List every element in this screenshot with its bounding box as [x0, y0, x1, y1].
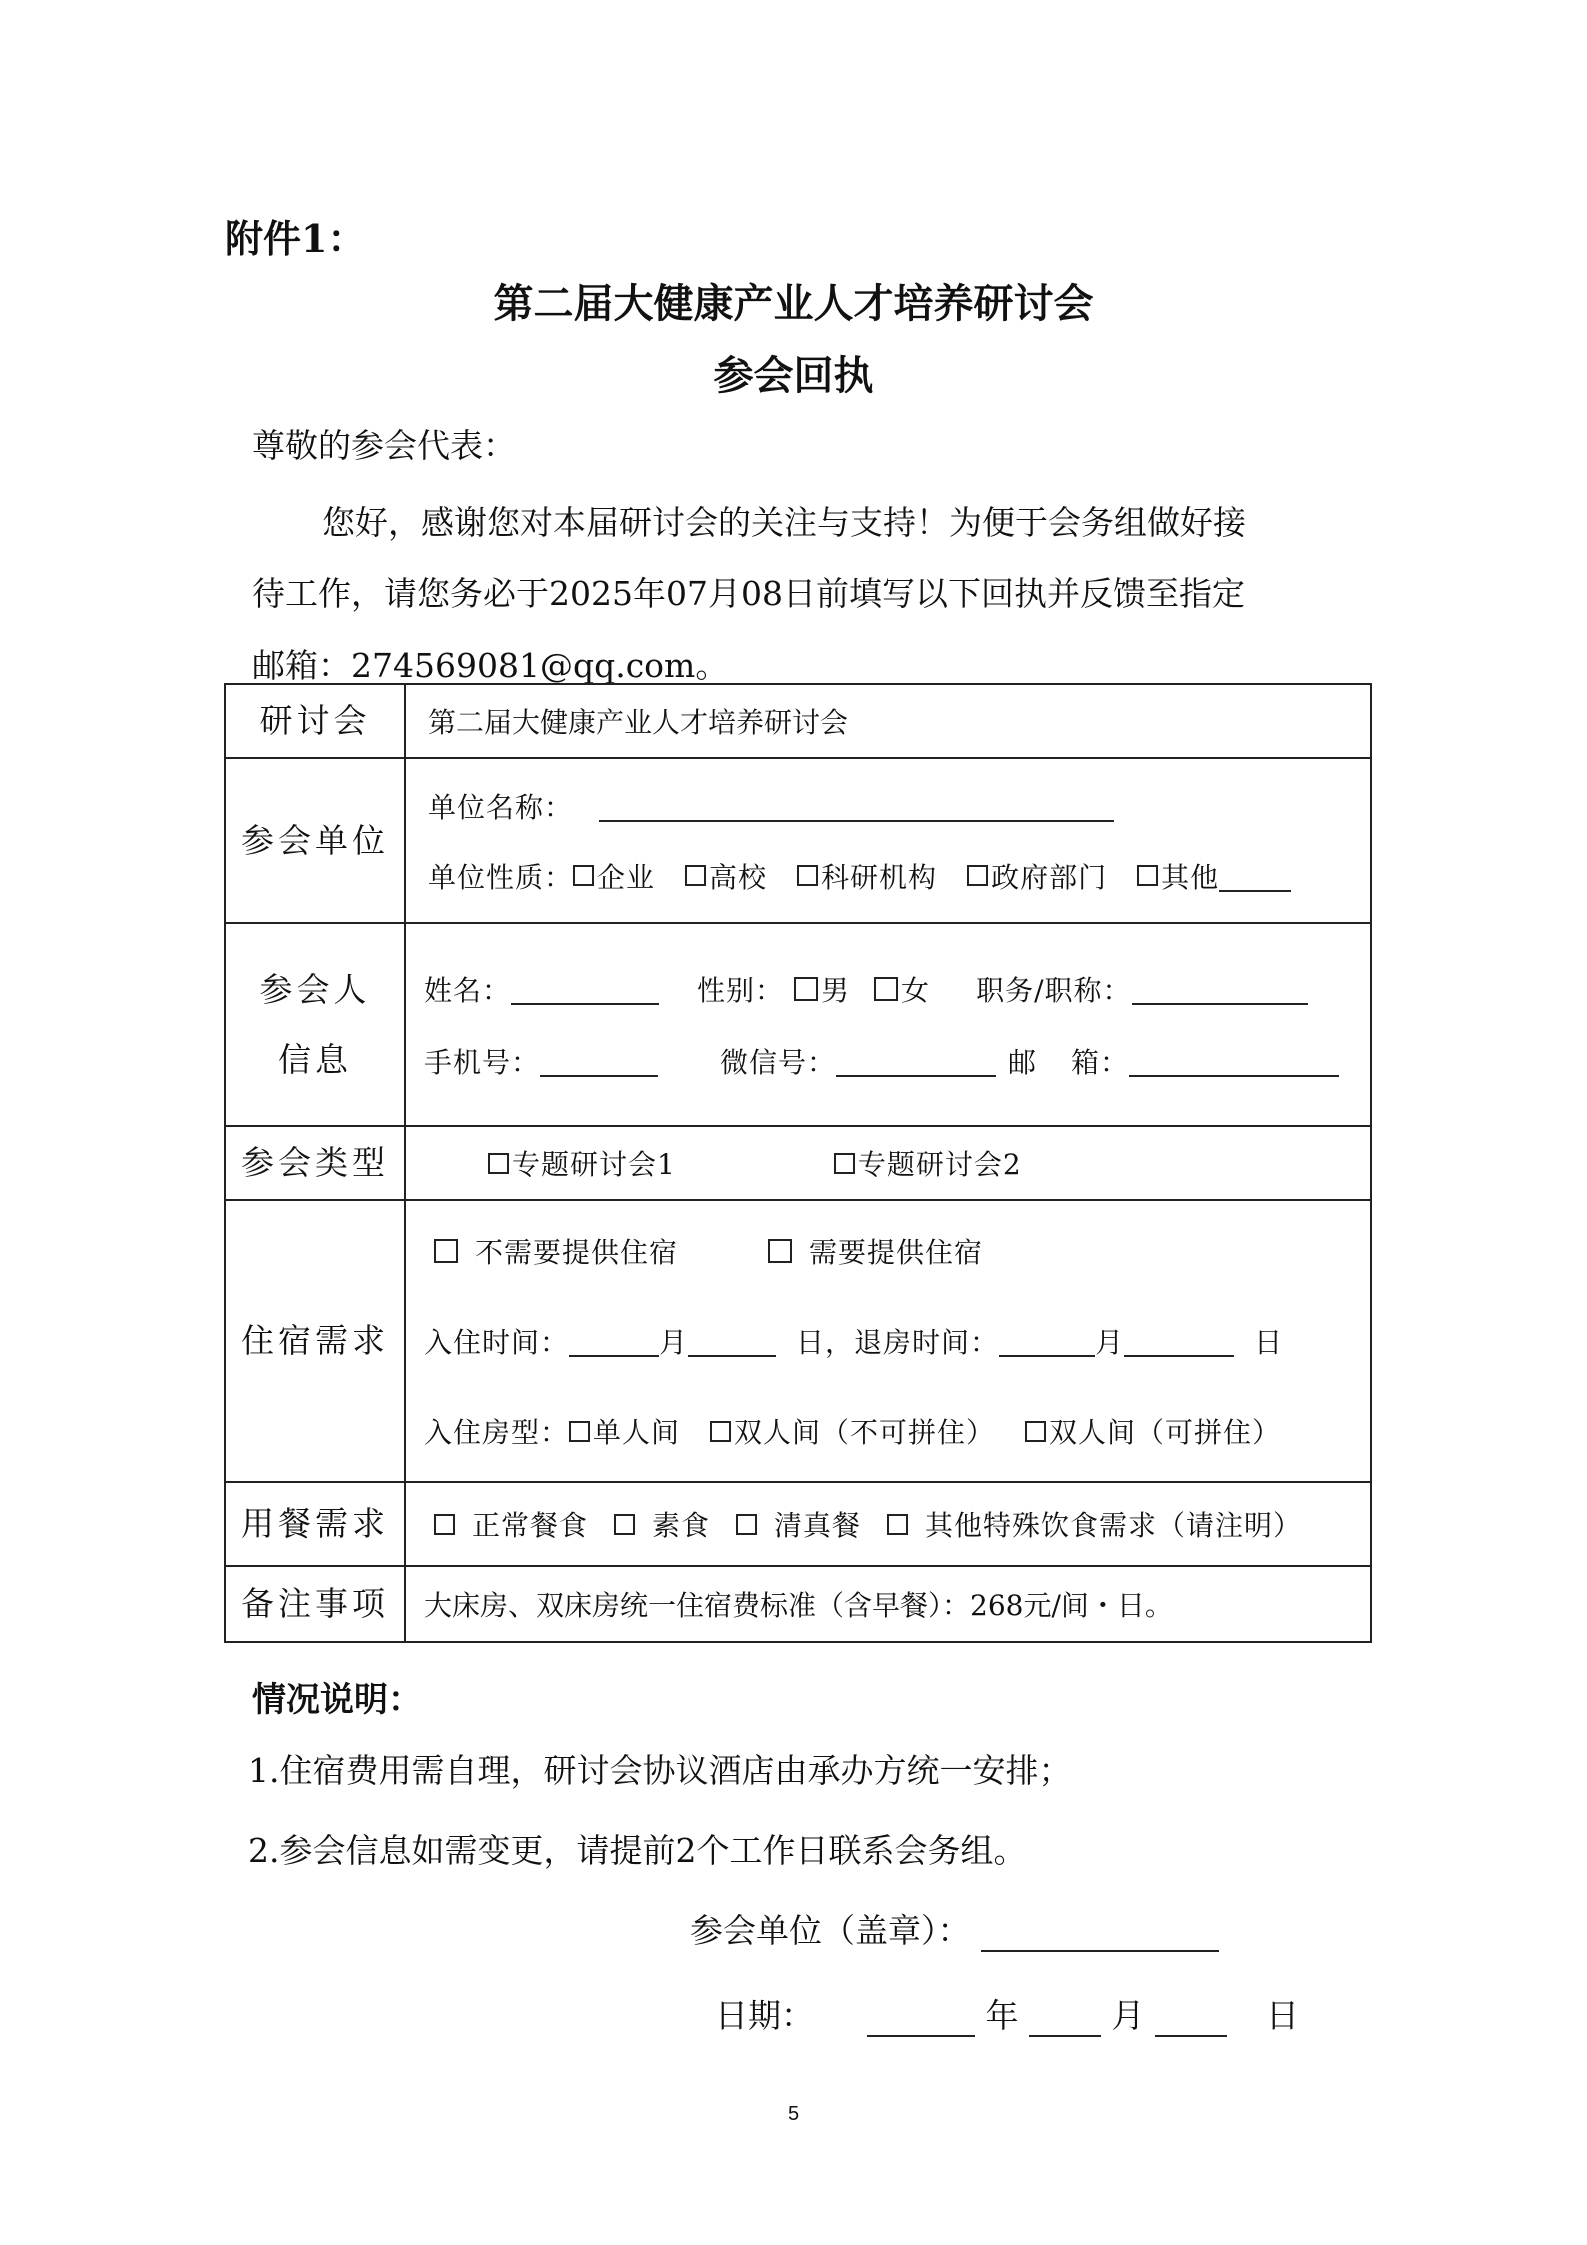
option-university: 高校: [709, 860, 768, 894]
option-special-diet: 其他特殊饮食需求（请注明）: [925, 1509, 1303, 1542]
date-day-field[interactable]: [1155, 2005, 1227, 2037]
checkin-day-field[interactable]: [688, 1325, 776, 1357]
intro-line-3: 邮箱：274569081@qq.com。: [252, 646, 729, 685]
seal-field[interactable]: [981, 1920, 1219, 1952]
attendee-cell: [405, 923, 1371, 1126]
checkbox-halal[interactable]: [736, 1514, 757, 1535]
checkbox-government[interactable]: [967, 865, 988, 886]
email-label-b: 箱：: [1071, 1045, 1130, 1079]
option-topic2: 专题研讨会2: [857, 1148, 1022, 1181]
seminar-label: 研讨会: [225, 684, 405, 758]
row-seminar: [225, 684, 1371, 758]
checkout-month-unit: 月: [1095, 1326, 1125, 1359]
lodging-cell: [405, 1200, 1371, 1482]
checkbox-single-room[interactable]: [569, 1421, 590, 1442]
greeting: 尊敬的参会代表：: [252, 426, 516, 465]
unit-name-field[interactable]: [599, 790, 1114, 822]
position-field[interactable]: [1132, 973, 1308, 1005]
remark-label: 备注事项: [225, 1566, 405, 1642]
checkin-month-field[interactable]: [569, 1325, 659, 1357]
remark-cell: [405, 1566, 1371, 1642]
checkbox-normal-meal[interactable]: [434, 1514, 455, 1535]
row-remark: [225, 1566, 1371, 1642]
checkin-month-unit: 月: [659, 1326, 689, 1359]
row-lodging: [225, 1200, 1371, 1482]
checkbox-female[interactable]: [874, 977, 898, 1001]
option-double-share: 双人间（可拼住）: [1049, 1416, 1282, 1449]
row-unit: [225, 758, 1371, 923]
checkbox-no-lodging[interactable]: [434, 1239, 458, 1263]
unit-name-label: 单位名称：: [428, 790, 574, 824]
checkbox-enterprise[interactable]: [573, 865, 594, 886]
remark-value: 大床房、双床房统一住宿费标准（含早餐）：268元/间・日。: [424, 1589, 1173, 1622]
attendee-label-cell: [225, 923, 405, 1126]
checkbox-vegetarian[interactable]: [614, 1514, 635, 1535]
checkout-month-field[interactable]: [999, 1325, 1095, 1357]
meal-cell: [405, 1482, 1371, 1566]
other-unit-field[interactable]: [1219, 860, 1291, 892]
registration-form-table: [224, 683, 1372, 1643]
seminar-value: 第二届大健康产业人才培养研讨会: [428, 706, 849, 739]
checkbox-need-lodging[interactable]: [768, 1239, 792, 1263]
option-normal-meal: 正常餐食: [472, 1509, 589, 1542]
checkbox-special-diet[interactable]: [887, 1514, 908, 1535]
date-month-field[interactable]: [1029, 2005, 1101, 2037]
option-other: 其他: [1161, 860, 1220, 894]
checkbox-university[interactable]: [685, 865, 706, 886]
checkin-day-unit: 日，: [796, 1326, 855, 1359]
checkbox-topic1[interactable]: [488, 1153, 509, 1174]
row-type: [225, 1126, 1371, 1200]
phone-field[interactable]: [540, 1045, 658, 1077]
name-label: 姓名：: [424, 973, 512, 1007]
option-female: 女: [901, 973, 931, 1007]
option-no-lodging: 不需要提供住宿: [475, 1236, 679, 1269]
unit-label: 参会单位: [225, 758, 405, 923]
option-research: 科研机构: [821, 860, 938, 894]
row-attendee: [225, 923, 1371, 1126]
checkout-day-unit: 日: [1254, 1326, 1284, 1359]
name-field[interactable]: [511, 973, 659, 1005]
seal-label: 参会单位（盖章）：: [690, 1911, 971, 1950]
wechat-label: 微信号：: [720, 1045, 837, 1079]
date-month-unit: 月: [1111, 1996, 1145, 2035]
position-label: 职务/职称：: [976, 973, 1132, 1007]
document-subtitle: 参会回执: [713, 352, 874, 399]
option-double-nonshare: 双人间（不可拼住）: [734, 1416, 996, 1449]
option-government: 政府部门: [991, 860, 1108, 894]
checkout-label: 退房时间：: [854, 1326, 1000, 1359]
checkbox-double-share[interactable]: [1025, 1421, 1046, 1442]
date-line: [715, 1990, 1299, 2037]
phone-label: 手机号：: [424, 1045, 541, 1079]
attendee-label-line1: 参会人: [259, 969, 371, 1009]
date-day-unit: 日: [1266, 1996, 1299, 2035]
date-year-field[interactable]: [867, 2005, 975, 2037]
type-cell: [405, 1126, 1371, 1200]
page-number: 5: [787, 2103, 800, 2125]
option-enterprise: 企业: [597, 860, 656, 894]
document-title: 第二届大健康产业人才培养研讨会: [493, 280, 1094, 327]
meal-label: 用餐需求: [225, 1482, 405, 1566]
option-vegetarian: 素食: [652, 1509, 711, 1542]
email-label-a: 邮: [1008, 1045, 1038, 1079]
option-topic1: 专题研讨会1: [512, 1148, 676, 1181]
option-single-room: 单人间: [593, 1416, 681, 1449]
attendee-label-line2: 信息: [278, 1039, 352, 1079]
checkout-day-field[interactable]: [1124, 1325, 1234, 1357]
type-label: 参会类型: [225, 1126, 405, 1200]
checkbox-male[interactable]: [794, 977, 818, 1001]
wechat-field[interactable]: [836, 1045, 996, 1077]
notes-title: 情况说明：: [252, 1680, 422, 1720]
gender-label: 性别：: [697, 973, 785, 1007]
checkin-label: 入住时间：: [424, 1326, 570, 1359]
option-male: 男: [821, 973, 851, 1007]
checkbox-research[interactable]: [797, 865, 818, 886]
note-1: 1.住宿费用需自理，研讨会协议酒店由承办方统一安排；: [248, 1751, 1072, 1790]
checkbox-topic2[interactable]: [834, 1153, 855, 1174]
date-year-unit: 年: [985, 1996, 1019, 2035]
attachment-label: 附件1：: [225, 216, 366, 261]
option-halal: 清真餐: [774, 1509, 862, 1542]
option-need-lodging: 需要提供住宿: [809, 1236, 984, 1269]
seal-line: [690, 1905, 1219, 1952]
room-type-label: 入住房型：: [424, 1416, 570, 1449]
intro-line-1: 您好，感谢您对本届研讨会的关注与支持！为便于会务组做好接: [322, 503, 1246, 542]
unit-cell: [405, 758, 1371, 923]
row-meal: [225, 1482, 1371, 1566]
email-field[interactable]: [1129, 1045, 1339, 1077]
intro-line-2: 待工作，请您务必于2025年07月08日前填写以下回执并反馈至指定: [252, 574, 1245, 613]
checkbox-other[interactable]: [1137, 865, 1158, 886]
seminar-value-cell: [405, 684, 1371, 758]
checkbox-double-nonshare[interactable]: [710, 1421, 731, 1442]
lodging-label: 住宿需求: [225, 1200, 405, 1482]
note-2: 2.参会信息如需变更，请提前2个工作日联系会务组。: [248, 1831, 1027, 1870]
date-label: 日期：: [715, 1996, 814, 2035]
unit-nature-label: 单位性质：: [428, 860, 574, 894]
